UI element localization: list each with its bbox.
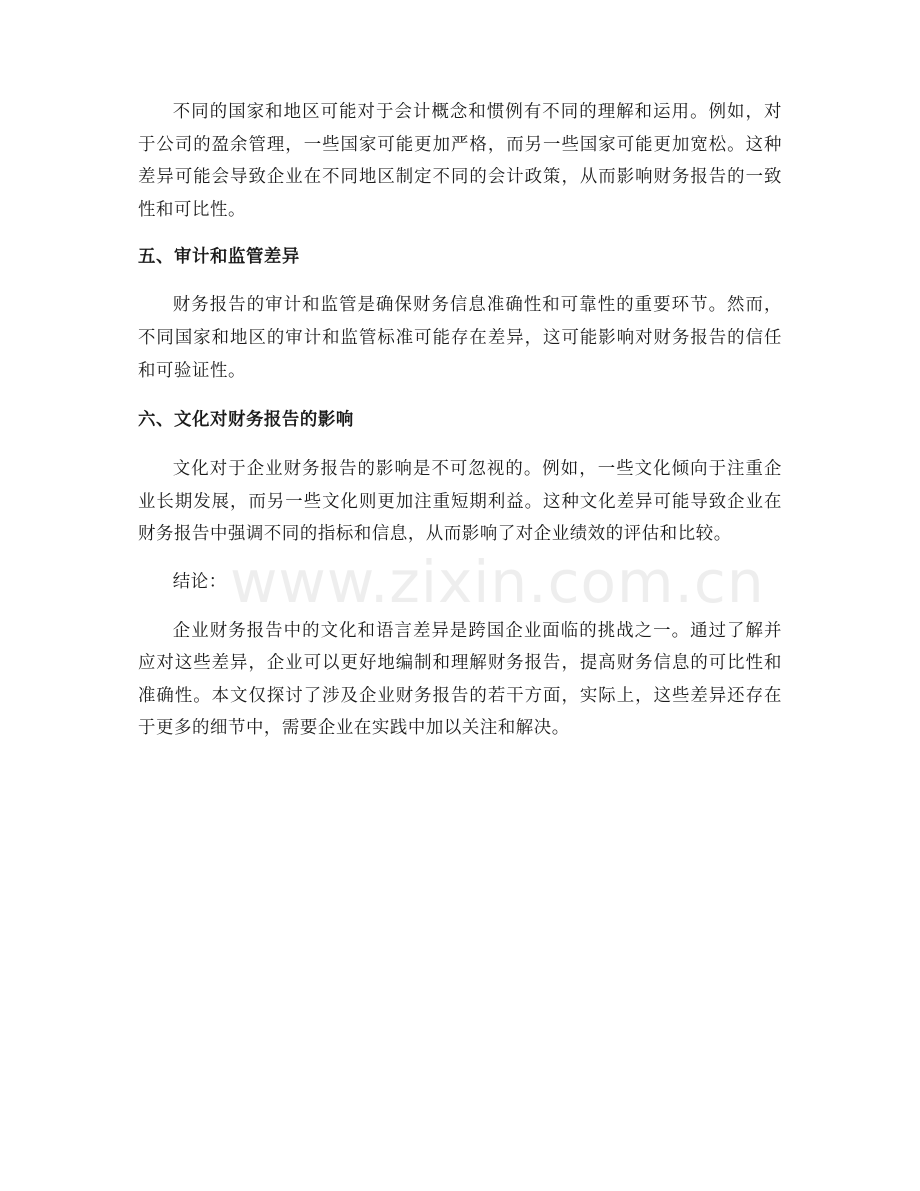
paragraph-accounting-concepts: 不同的国家和地区可能对于会计概念和惯例有不同的理解和运用。例如，对于公司的盈余管理，一些国家可能更加严格，而另一些国家可能更加宽松。这种差异可能会导致企业在不同地区制定不同的会计政策，从而影响财务报告的一致性和可比性。 — [138, 102, 782, 220]
conclusion-label: 结论： — [172, 571, 227, 592]
paragraph-audit-regulation: 财务报告的审计和监管是确保财务信息准确性和可靠性的重要环节。然而，不同国家和地区的审计和监管标准可能存在差异，这可能影响对财务报告的信任和可验证性。 — [138, 295, 782, 381]
watermark-text: www.zixin.com.cn — [230, 548, 765, 616]
section-heading-audit: 五、审计和监管差异 — [138, 247, 300, 268]
document-body — [138, 96, 782, 745]
paragraph-conclusion: 企业财务报告中的文化和语言差异是跨国企业面临的挑战之一。通过了解并应对这些差异，企业可以更好地编制和理解财务报告，提高财务信息的可比性和准确性。本文仅探讨了涉及企业财务报告的若干方面，实际上，这些差异还存在于更多的细节中，需要企业在实践中加以关注和解决。 — [138, 620, 782, 739]
section-heading-culture: 六、文化对财务报告的影响 — [138, 410, 354, 431]
paragraph-culture-impact: 文化对于企业财务报告的影响是不可忽视的。例如，一些文化倾向于注重企业长期发展，而另一些文化则更加注重短期利益。这种文化差异可能导致企业在财务报告中强调不同的指标和信息，从而影响了对企业绩效的评估和比较。 — [138, 459, 782, 545]
